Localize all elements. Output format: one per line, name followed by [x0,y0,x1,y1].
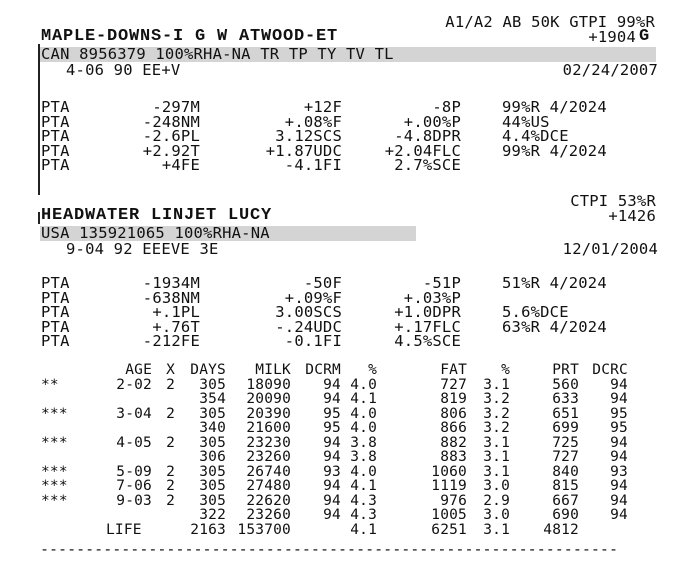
record-value: 305 [199,478,226,494]
record-value: 2 [166,478,175,494]
record-value: 322 [199,507,226,523]
record-value: 95 [610,420,628,436]
record-value: 1005 [431,507,467,523]
life-value: 4.1 [350,521,377,538]
record-value: 20390 [246,405,291,422]
footer-rule: ---------------------------------------------------------------- [40,540,618,558]
record-value: 94 [323,478,341,494]
life-value: 2163 [190,521,226,538]
record-value: 3.1 [483,434,510,451]
pta-value-1: +2.92T [142,141,200,160]
pta-value-1: -2.6PL [142,127,200,145]
record-value: 26740 [246,463,291,480]
record-value: 23230 [246,434,291,451]
pta-value-2: +.09%F [284,288,342,307]
pta-value-1: +.1PL [152,303,200,321]
pta-value-3: -8P [432,98,461,116]
record-value: 1060 [431,463,467,480]
pta-value-2: +1.87UDC [265,141,342,160]
record-value: 4-05 [116,434,152,451]
pta-value-1: -212FE [142,332,200,350]
record-stars: ** [41,376,59,393]
record-value: 3.2 [483,420,510,436]
record-value: 3.1 [483,376,510,393]
record-stars: *** [41,492,68,509]
record-value: 94 [323,391,341,407]
pta-label: PTA [41,156,70,174]
record-value: 699 [552,420,579,436]
record-value: 1119 [431,478,467,494]
record-value: 2 [166,463,175,480]
pta-value-3: -51P [422,274,461,292]
life-value: 153700 [237,521,291,538]
pta-value-2: -.24UDC [275,317,342,336]
record-value: 23260 [246,449,291,465]
record-value: 4.3 [350,492,377,509]
animal2-name: HEADWATER LINJET LUCY [41,206,273,225]
records-header: AGE [125,362,152,378]
pta-value-2: +.08%F [284,112,342,131]
record-value: 815 [552,478,579,494]
pta-label: PTA [41,274,70,292]
record-stars: *** [41,463,68,480]
record-stars: *** [41,478,68,494]
record-value: 690 [552,507,579,523]
pta-label: PTA [41,127,70,145]
record-value: 95 [323,405,341,422]
life-label: LIFE [106,521,142,538]
record-value: 94 [610,391,628,407]
records-header: % [368,362,377,378]
record-value: 7-06 [116,478,152,494]
animal1-margin-bar [38,44,40,195]
pta-value-3: +.03%P [403,288,461,307]
pta-value-3: -4.8DPR [394,127,461,145]
record-value: 305 [199,434,226,451]
life-value: 4812 [543,521,579,538]
pta-value-3: +.00%P [403,112,461,131]
record-value: 94 [323,507,341,523]
record-value: 806 [440,405,467,422]
record-stars: *** [41,434,68,451]
record-value: 866 [440,420,467,436]
record-value: 354 [199,391,226,407]
record-value: 4.1 [350,391,377,407]
record-value: 3-04 [116,405,152,422]
record-value: 305 [199,492,226,509]
pta-label: PTA [41,98,70,116]
animal1-birth-line: 4-06 90 EE+V [66,61,181,79]
record-value: 94 [610,507,628,523]
animal2-classification: CTPI 53%R [570,192,656,210]
pta-value-3: +1.0DPR [394,303,461,321]
pta-label: PTA [41,112,70,131]
animal1-name: MAPLE-DOWNS-I G W ATWOOD-ET [41,27,339,46]
records-header: MILK [255,362,291,378]
pta-value-2: 3.12SCS [275,127,342,145]
records-header: X [166,362,175,378]
record-value: 305 [199,405,226,422]
pta-reliability: 4.4%DCE [502,127,569,145]
record-value: 9-03 [116,492,152,509]
record-value: 725 [552,434,579,451]
animal2-reg-line: USA 135921065 100%RHA-NA [41,224,270,242]
record-value: 4.0 [350,420,377,436]
records-header: PRT [552,362,579,378]
pta-value-1: -248NM [142,112,200,131]
record-value: 94 [610,449,628,465]
record-value: 560 [552,376,579,393]
record-value: 651 [552,405,579,422]
record-value: 94 [323,434,341,451]
record-value: 305 [199,376,226,393]
pta-value-3: 2.7%SCE [394,156,461,174]
record-value: 94 [610,478,628,494]
record-value: 882 [440,434,467,451]
pta-reliability: 99%R 4/2024 [502,141,607,160]
record-value: 4.0 [350,463,377,480]
record-value: 305 [199,463,226,480]
record-value: 976 [440,492,467,509]
record-value: 94 [610,376,628,393]
record-value: 3.2 [483,391,510,407]
record-value: 5-09 [116,463,152,480]
record-value: 27480 [246,478,291,494]
record-value: 2 [166,405,175,422]
record-value: 2.9 [483,492,510,509]
record-value: 94 [323,449,341,465]
record-value: 667 [552,492,579,509]
record-value: 3.1 [483,463,510,480]
pta-value-3: 4.5%SCE [394,332,461,350]
record-value: 93 [323,463,341,480]
pta-value-3: +2.04FLC [384,141,461,160]
record-value: 727 [440,376,467,393]
pta-reliability: 99%R 4/2024 [502,98,607,116]
record-value: 727 [552,449,579,465]
record-value: 94 [323,376,341,393]
animal2-index: +1426 [608,207,656,225]
record-value: 3.2 [483,405,510,422]
record-value: 94 [323,492,341,509]
pta-label: PTA [41,303,70,321]
animal1-grade: G [639,27,651,46]
animal2-date: 12/01/2004 [562,240,658,258]
record-value: 883 [440,449,467,465]
record-value: 93 [610,463,628,480]
pta-value-1: +4FE [161,156,200,174]
pta-reliability: 51%R 4/2024 [502,274,607,292]
record-value: 3.8 [350,449,377,465]
record-value: 840 [552,463,579,480]
pta-value-1: -297M [152,98,200,116]
animal1-date: 02/24/2007 [562,61,658,79]
animal1-reg-line: CAN 8956379 100%RHA-NA TR TP TY TV TL [41,45,394,63]
record-value: 4.3 [350,507,377,523]
records-header: DCRC [592,362,628,378]
pta-reliability: 5.6%DCE [502,303,569,321]
record-value: 23260 [246,507,291,523]
pta-label: PTA [41,332,70,350]
pta-value-2: -50F [303,274,342,292]
records-header: DAYS [190,362,226,378]
record-value: 633 [552,391,579,407]
pta-label: PTA [41,141,70,160]
record-value: 20090 [246,391,291,407]
record-value: 2-02 [116,376,152,393]
record-value: 4.0 [350,376,377,393]
pta-value-1: -638NM [142,288,200,307]
record-value: 3.0 [483,478,510,494]
records-header: FAT [440,362,467,378]
records-header: DCRM [305,362,341,378]
pta-value-2: 3.00SCS [275,303,342,321]
record-value: 94 [610,492,628,509]
record-stars: *** [41,405,68,422]
life-value: 6251 [431,521,467,538]
record-value: 3.8 [350,434,377,451]
record-value: 306 [199,449,226,465]
record-value: 95 [610,405,628,422]
pta-label: PTA [41,288,70,307]
animal1-index: +1904 [588,28,636,46]
pta-value-1: +.76T [152,317,200,336]
pta-reliability: 63%R 4/2024 [502,317,607,336]
record-value: 2 [166,492,175,509]
animal2-birth-line: 9-04 92 EEEVE 3E [66,240,219,258]
record-value: 21600 [246,420,291,436]
pta-reliability: 44%US [502,112,550,131]
record-value: 4.1 [350,478,377,494]
record-value: 819 [440,391,467,407]
record-value: 4.0 [350,405,377,422]
pta-value-2: -4.1FI [284,156,342,174]
pta-value-3: +.17FLC [394,317,461,336]
record-value: 2 [166,434,175,451]
pta-value-1: -1934M [142,274,200,292]
record-value: 340 [199,420,226,436]
pta-value-2: +12F [303,98,342,116]
animal1-classification: A1/A2 AB 50K GTPI 99%R [445,13,655,31]
record-value: 95 [323,420,341,436]
life-value: 3.1 [483,521,510,538]
pta-label: PTA [41,317,70,336]
record-value: 18090 [246,376,291,393]
record-value: 3.1 [483,449,510,465]
animal2-margin-bar [38,212,40,224]
record-value: 2 [166,376,175,393]
record-value: 94 [610,434,628,451]
record-value: 3.0 [483,507,510,523]
pta-value-2: -0.1FI [284,332,342,350]
records-header: % [501,362,510,378]
record-value: 22620 [246,492,291,509]
